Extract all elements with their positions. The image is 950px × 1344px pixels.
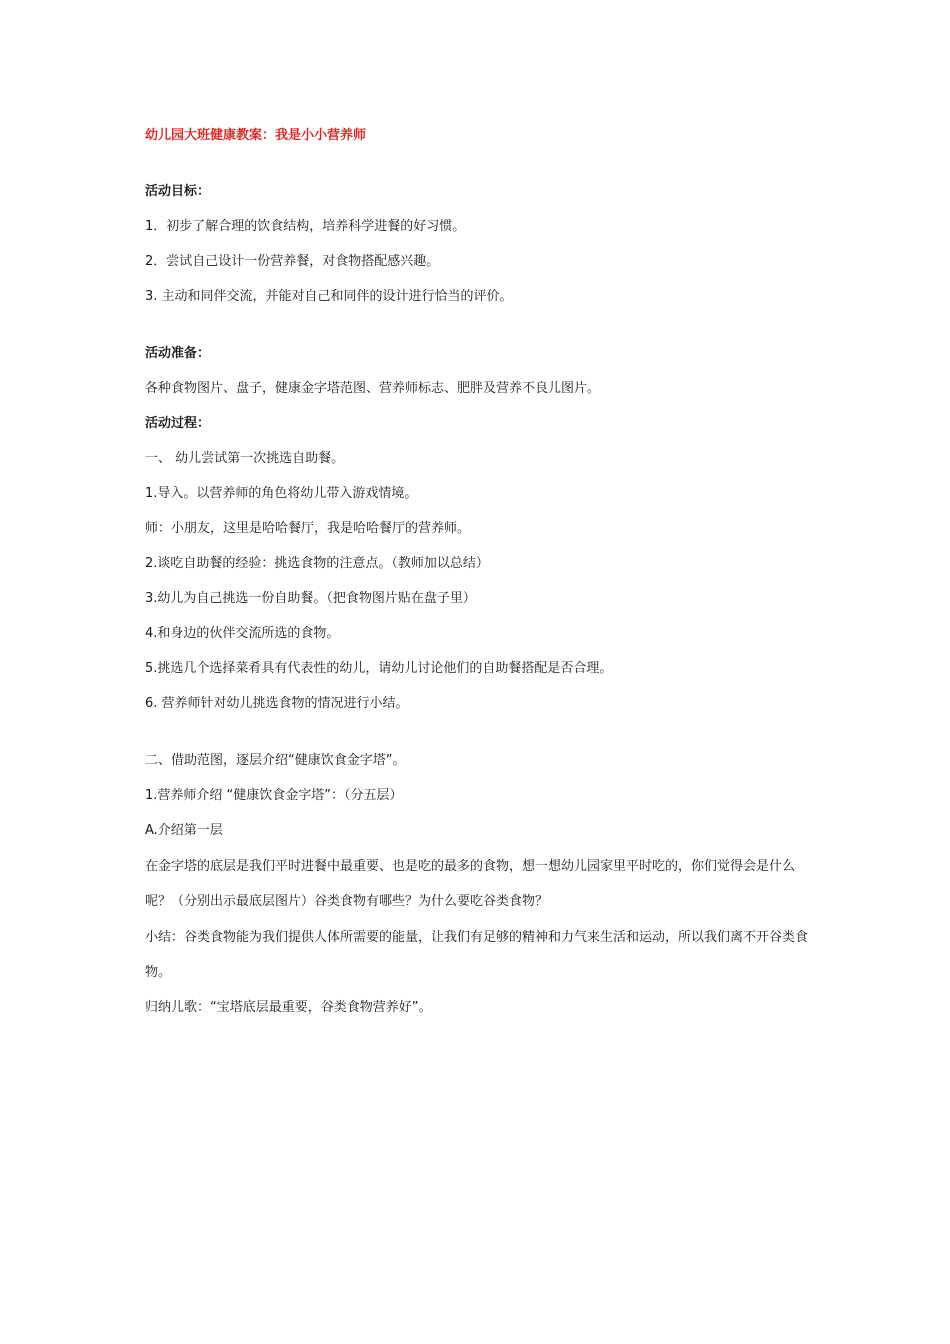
preparation-heading: 活动准备：	[145, 346, 211, 361]
process-heading: 活动过程：	[145, 416, 211, 431]
part1-item-6: 6. 营养师针对幼儿挑选食物的情况进行小结。	[145, 696, 409, 711]
part1-item-1: 1.导入。以营养师的角色将幼儿带入游戏情境。	[145, 486, 418, 501]
part1-item-teacher: 师：小朋友，这里是哈哈餐厅，我是哈哈餐厅的营养师。	[145, 521, 471, 536]
part2-rhyme: 归纳儿歌：“宝塔底层最重要，谷类食物营养好”。	[145, 1000, 432, 1015]
spacer	[145, 321, 810, 343]
part1-item-4: 4.和身边的伙伴交流所选的食物。	[145, 626, 340, 641]
goal-item-1: 1．初步了解合理的饮食结构，培养科学进餐的好习惯。	[145, 219, 466, 234]
document-title: 幼儿园大班健康教案：我是小小营养师	[145, 128, 367, 143]
goal-item-2: 2．尝试自己设计一份营养餐，对食物搭配感兴趣。	[145, 254, 440, 269]
part2-item-1: 1.营养师介绍 “健康饮食金字塔”：（分五层）	[145, 788, 403, 803]
goals-heading: 活动目标：	[145, 184, 211, 199]
part2-paragraph-1: 在金字塔的底层是我们平时进餐中最重要、也是吃的最多的食物，想一想幼儿园家里平时吃的，你们觉得会是什么呢？（分别出示最底层图片）谷类食物有哪些？为什么要吃谷类食物？	[145, 859, 796, 909]
goal-item-3: 3. 主动和同伴交流，并能对自己和同伴的设计进行恰当的评价。	[145, 289, 513, 304]
part2-paragraph-2: 小结：谷类食物能为我们提供人体所需要的能量，让我们有足够的精神和力气来生活和运动，所以我们离不开谷类食物。	[145, 930, 809, 980]
part1-item-5: 5.挑选几个选择菜肴具有代表性的幼儿，请幼儿讨论他们的自助餐搭配是否合理。	[145, 661, 613, 676]
part2-title: 二、借助范图，逐层介绍“健康饮食金字塔”。	[145, 753, 406, 768]
part2-item-a: A.介绍第一层	[145, 823, 223, 838]
spacer	[145, 728, 810, 750]
preparation-text: 各种食物图片、盘子，健康金字塔范图、营养师标志、肥胖及营养不良儿图片。	[145, 381, 601, 396]
part1-item-3: 3.幼儿为自己挑选一份自助餐。（把食物图片贴在盘子里）	[145, 591, 476, 606]
document-content	[145, 125, 810, 1032]
part1-item-2: 2.谈吃自助餐的经验：挑选食物的注意点。（教师加以总结）	[145, 556, 489, 571]
part1-title: 一、 幼儿尝试第一次挑选自助餐。	[145, 451, 345, 466]
